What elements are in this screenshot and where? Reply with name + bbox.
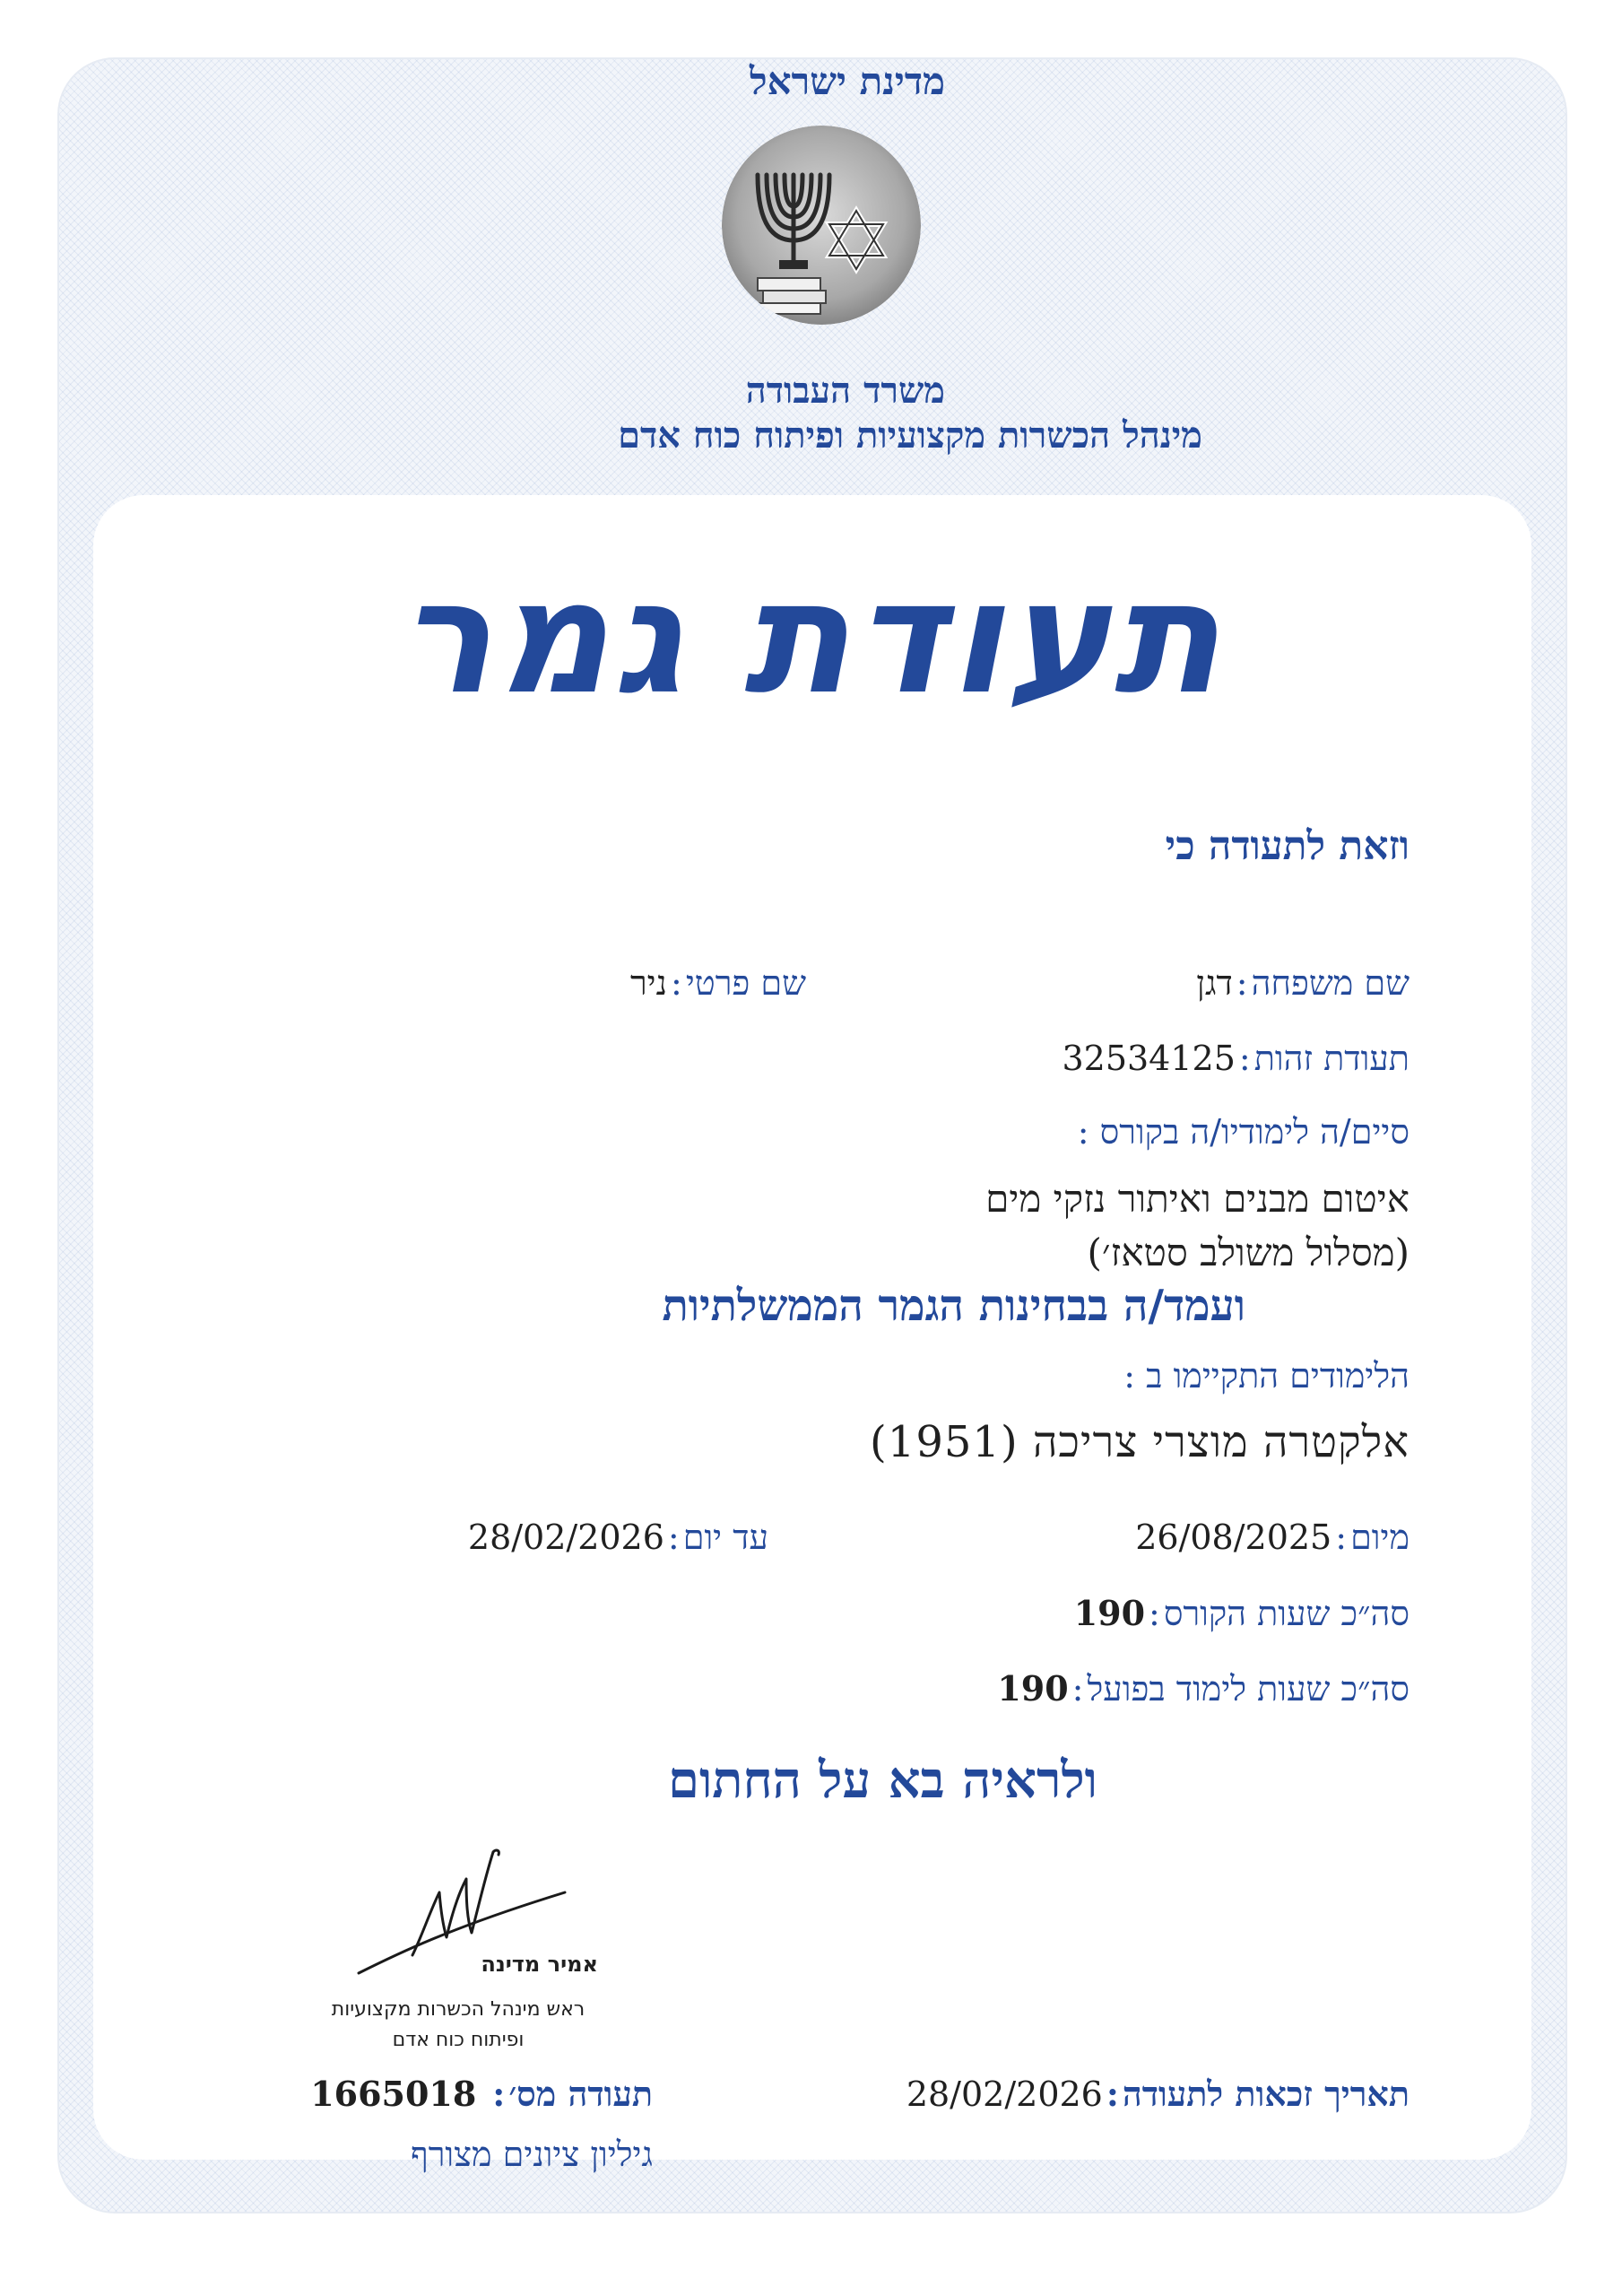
held-at-label: הלימודים התקיימו ב :: [1123, 1356, 1409, 1396]
cert-number-label: תעודה מס׳: [508, 2074, 653, 2114]
separator: :: [671, 963, 682, 1003]
id-label: תעודת זהות: [1253, 1039, 1409, 1078]
course-hours-row: [1074, 1593, 1409, 1634]
first-name-row: [630, 963, 806, 1004]
state-name: מדינת ישראל: [750, 59, 945, 103]
ministry-name: משרד העבודה: [745, 370, 945, 412]
passed-exams-line: ועמד/ה בבחינות הגמר הממשלתיות: [662, 1281, 1245, 1331]
from-date-row: [1135, 1518, 1409, 1558]
separator: :: [1149, 1594, 1160, 1633]
validity-row: [906, 2074, 1409, 2115]
last-name-value: דגן: [1196, 963, 1233, 1003]
state-emblem-icon: [722, 126, 921, 325]
signatory-role-line2: ופיתוח כוח אדם: [392, 2029, 525, 2051]
course-label: סיים/ה לימודיו/ה בקורס :: [1077, 1112, 1409, 1152]
signatory-role: [324, 1995, 593, 2056]
certificate-title: תעודת גמר: [398, 547, 1224, 729]
to-label: עד יום: [682, 1518, 768, 1557]
last-name-row: [1196, 963, 1409, 1004]
grades-sheet-note: גיליון ציונים מצורף: [411, 2135, 653, 2174]
institution-name: אלקטרה מוצרי צריכה (1951): [870, 1417, 1409, 1467]
separator: :: [667, 1518, 680, 1557]
validity-date: 28/02/2026: [906, 2074, 1103, 2114]
first-name-value: ניר: [630, 963, 667, 1003]
actual-hours-row: [997, 1668, 1409, 1709]
cert-number-value: 1665018: [310, 2074, 477, 2114]
signatory-name: אמיר מדינה: [481, 1952, 598, 1977]
cert-number-row: [310, 2074, 653, 2115]
separator: :: [492, 2074, 506, 2114]
first-name-label: שם פרטי: [685, 963, 806, 1003]
last-name-label: שם משפחה: [1251, 963, 1409, 1003]
actual-hours-value: 190: [997, 1668, 1069, 1709]
course-name: איטום מבנים ואיתור נזקי מים: [985, 1177, 1409, 1221]
separator: :: [1236, 963, 1248, 1003]
division-name: מינהל הכשרות מקצועיות ופיתוח כוח אדם: [618, 414, 1202, 457]
separator: :: [1335, 1518, 1348, 1557]
in-witness-line: ולראיה בא על החתום: [668, 1751, 1097, 1810]
course-track: (מסלול משולב סטאז׳): [1087, 1231, 1409, 1274]
validity-label: תאריך זכאות לתעודה: [1122, 2074, 1409, 2114]
separator: :: [1106, 2074, 1119, 2114]
course-hours-label: סה״כ שעות הקורס: [1163, 1594, 1409, 1633]
intro-line: וזאת לתעודה כי: [1165, 823, 1409, 869]
id-value: 32534125: [1062, 1039, 1236, 1078]
separator: :: [1071, 1669, 1084, 1709]
id-row: [1062, 1039, 1409, 1079]
separator: :: [1238, 1039, 1251, 1078]
signatory-role-line1: ראש מינהל הכשרות מקצועיות: [331, 1998, 585, 2021]
course-hours-value: 190: [1073, 1593, 1146, 1633]
to-date-row: [468, 1518, 768, 1558]
to-date: 28/02/2026: [467, 1518, 664, 1557]
from-date: 26/08/2025: [1135, 1518, 1332, 1557]
from-label: מיום: [1350, 1518, 1409, 1557]
actual-hours-label: סה״כ שעות לימוד בפועל: [1087, 1669, 1409, 1709]
